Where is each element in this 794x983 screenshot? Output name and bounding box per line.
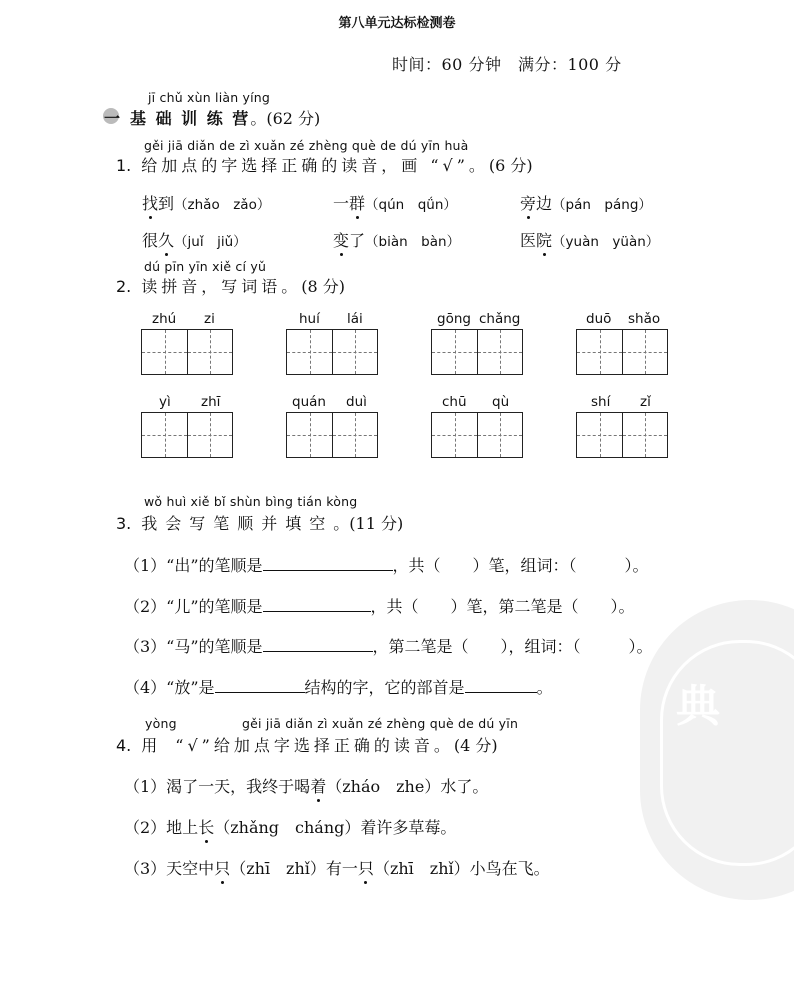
dotted-char: 旁 xyxy=(520,191,536,214)
q4-score: (4 分) xyxy=(453,736,498,755)
word-pinyin-2a: huí xyxy=(299,311,320,327)
q3-dot: 。 xyxy=(333,514,350,533)
q4-pinyin-a: yòng xyxy=(145,716,177,731)
word-pinyin-6a: quán xyxy=(292,394,326,410)
word-pinyin-5a: yì xyxy=(159,394,171,410)
answer-blank[interactable] xyxy=(263,597,371,612)
word-pinyin-3b: chǎng xyxy=(479,311,521,327)
writing-grid[interactable] xyxy=(431,329,523,375)
answer-blank[interactable] xyxy=(465,678,537,693)
q1-heading xyxy=(116,153,533,176)
word-pinyin-7a: chū xyxy=(442,394,467,410)
q1-item-6: 医院（yuàn yüàn） xyxy=(520,228,659,251)
word-pinyin-8b: zǐ xyxy=(640,394,651,410)
q3-score: (11 分) xyxy=(349,514,404,533)
q3-number: 3. xyxy=(116,514,132,533)
q2-heading xyxy=(116,274,345,297)
word-pinyin-2b: lái xyxy=(347,311,363,327)
q2-text: 读拼音，写词语。 xyxy=(141,277,302,296)
word-pinyin-5b: zhī xyxy=(201,394,221,410)
dotted-char: 变 xyxy=(333,228,349,251)
page-title: 第八单元达标检测卷 xyxy=(338,16,456,31)
q3-pinyin: wǒ huì xiě bǐ shùn bìng tián kòng xyxy=(144,494,358,509)
q2-number: 2. xyxy=(116,277,132,296)
q4-pinyin-b: gěi jiā diǎn zì xuǎn zé zhèng què de dú yīn xyxy=(242,716,519,731)
q3-item-1: （1）“出”的笔顺是 ，共（ ）笔，组词：（ ）。 xyxy=(124,556,649,575)
q4-heading xyxy=(116,733,498,756)
q3-text: 我会写笔顺并填空 xyxy=(141,514,334,533)
q1-text: 给加点的字选择正确的读音，画 “√”。 xyxy=(141,156,489,175)
time-info: 时间：60 分钟 满分：100 分 xyxy=(392,55,622,74)
q4-item-2: （2）地上长（zhǎng cháng）着许多草莓。 xyxy=(124,815,456,838)
q1-item-5: 变了（biàn bàn） xyxy=(333,228,460,251)
q4-item-1: （1）渴了一天，我终于喝着（zháo zhe）水了。 xyxy=(124,774,488,797)
section1-score: (62 分) xyxy=(266,109,321,128)
dotted-char: 只 xyxy=(358,856,374,879)
q3-heading xyxy=(116,511,403,534)
q2-pinyin: dú pīn yīn xiě cí yǔ xyxy=(144,259,267,274)
dotted-char: 只 xyxy=(214,856,230,879)
word-pinyin-4b: shǎo xyxy=(628,311,661,327)
section1-pinyin: jī chǔ xùn liàn yíng xyxy=(148,90,271,105)
writing-grid[interactable] xyxy=(141,412,233,458)
dotted-char: 长 xyxy=(198,815,214,838)
word-pinyin-1b: zi xyxy=(204,311,215,327)
watermark-text: 典 xyxy=(676,681,720,732)
writing-grid[interactable] xyxy=(141,329,233,375)
dotted-char: 找 xyxy=(142,191,158,214)
q1-item-1: 找到（zhǎo zǎo） xyxy=(142,191,270,214)
q4-text-b: “√”给加点字选择正确的读音。 xyxy=(175,736,454,755)
q4-item-3: （3）天空中只（zhī zhǐ）有一只（zhī zhǐ）小鸟在飞。 xyxy=(124,856,550,879)
word-pinyin-4a: duō xyxy=(586,311,612,327)
section1-number: 一 xyxy=(104,109,121,128)
q1-item-3: 旁边（pán páng） xyxy=(520,191,652,214)
word-pinyin-1a: zhú xyxy=(152,311,177,327)
word-pinyin-8a: shí xyxy=(591,394,611,410)
word-pinyin-3a: gōng xyxy=(437,311,471,327)
q4-number: 4. xyxy=(116,736,132,755)
q4-text-a: 用 xyxy=(141,736,162,755)
section1-heading xyxy=(104,106,320,129)
q3-item-2: （2）“儿”的笔顺是 ，共（ ）笔，第二笔是（ ）。 xyxy=(124,597,635,616)
q1-item-2: 一群（qún qǘn） xyxy=(333,191,457,214)
q1-number: 1. xyxy=(116,156,132,175)
section1-dot: 。 xyxy=(250,109,267,128)
writing-grid[interactable] xyxy=(576,329,668,375)
q2-score: (8 分) xyxy=(301,277,346,296)
q1-pinyin: gěi jiā diǎn de zì xuǎn zé zhèng què de dú yīn huà xyxy=(144,138,469,153)
answer-blank[interactable] xyxy=(215,678,305,693)
writing-grid[interactable] xyxy=(431,412,523,458)
word-pinyin-6b: duì xyxy=(346,394,367,410)
answer-blank[interactable] xyxy=(263,556,393,571)
dotted-char: 院 xyxy=(536,228,552,251)
writing-grid[interactable] xyxy=(286,412,378,458)
q1-item-4: 很久（juǐ jiǔ） xyxy=(142,228,247,251)
section1-title: 基 础 训 练 营 xyxy=(130,109,251,128)
q3-item-4: （4）“放”是 结构的字，它的部首是 。 xyxy=(124,678,553,697)
answer-blank[interactable] xyxy=(263,637,373,652)
dotted-char: 着 xyxy=(310,774,326,797)
dotted-char: 久 xyxy=(158,228,174,251)
dotted-char: 群 xyxy=(349,191,365,214)
writing-grid[interactable] xyxy=(576,412,668,458)
q3-item-3: （3）“马”的笔顺是 ，第二笔是（ ），组词：（ ）。 xyxy=(124,637,653,656)
q1-score: (6 分) xyxy=(488,156,533,175)
word-pinyin-7b: qù xyxy=(492,394,510,410)
writing-grid[interactable] xyxy=(286,329,378,375)
